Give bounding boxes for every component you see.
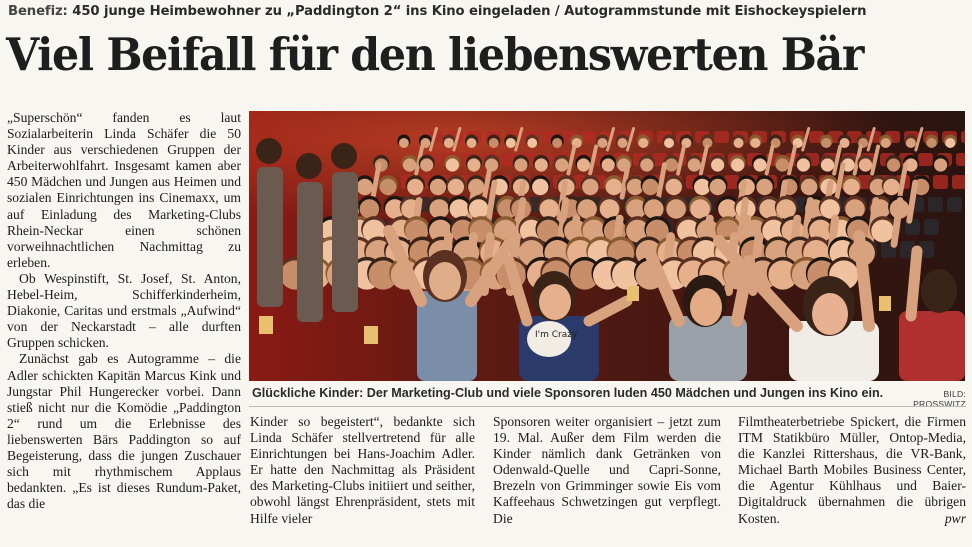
paragraph-3: Zunächst gab es Autogramme – die Adler schickten Kapitän Marcus Kink und Jungstar Phil Hungerecker vorbei. Dann stieß nicht nur die Komödie „Paddington 2“ rund um die Erlebnisse des liebenswerten Bärs Paddington so auf Begeisterung, dass die jungen Zuschauer sich mit rhythmischem Applaus bedankten. „Es ist dieses Rundum-Paket, das die	[7, 351, 241, 512]
caption-divider	[249, 406, 965, 407]
photo-credit: BILD: PROSSWITZ	[913, 389, 966, 409]
article-kicker	[8, 4, 968, 19]
paragraph-2: Ob Wespinstift, St. Josef, St. Anton, Hebel-Heim, Schifferkinderheim, Diakonie, Caritas und erstmals „Aufwind“ von der Neckarstadt – alle durften Gruppen schicken.	[7, 270, 241, 351]
column-4-text	[738, 414, 966, 527]
photo-caption: Glückliche Kinder: Der Marketing-Club und viele Sponsoren luden 450 Mädchen und Jungen ins Kino ein.	[252, 386, 884, 400]
shirt-text: I'm Crazy	[535, 330, 578, 340]
kicker-label: Benefiz:	[8, 4, 68, 19]
author-signature: pwr	[944, 510, 966, 526]
cinema-photo	[249, 111, 965, 381]
column-4-body: Filmtheaterbetriebe Spickert, die Firmen ITM Statikbüro Müller, Ontop-Media, die Kanzlei Rittershaus, die VR-Bank, Michael Barth Mobiles Business Center, die Agentur Kühlhaus und Baier-Digitaldruck übernahmen die übrigen Kosten.	[738, 414, 966, 526]
article-column-4	[738, 414, 966, 544]
article-column-2	[250, 414, 475, 544]
article-headline: Viel Beifall für den liebenswerten Bär	[6, 28, 864, 81]
article-column-1	[7, 110, 241, 542]
cinema-audience-illustration	[249, 111, 965, 381]
article-column-3	[493, 414, 721, 544]
paragraph-1: „Superschön“ fanden es laut Sozialarbeiterin Linda Schäfer die 50 Kinder aus verschiedenen Gruppen der Arbeiterwohlfahrt. Insgesamt kamen aber 450 Mädchen und Jungen aus Heimen und sozialen Einrichtungen ins Cinemaxx, um auf Einladung des Marketing-Clubs Rhein-Neckar einen schönen vorweihnachtlichen Nachmittag zu erleben.	[7, 110, 241, 270]
column-2-text: Kinder so begeistert“, bedankte sich Linda Schäfer stellvertretend für alle Einrichtungen bei Hans-Joachim Adler. Er hatte den Nachmittag als Präsident des Marketing-Clubs initiiert und seither, obwohl längst Ehrenpräsident, stets mit Hilfe vieler	[250, 414, 475, 526]
kicker-text: 450 junge Heimbewohner zu „Paddington 2“ ins Kino eingeladen / Autogrammstunde mit Eishockeyspielern	[72, 4, 867, 19]
column-3-text: Sponsoren weiter organisiert – jetzt zum 19. Mal. Außer dem Film werden die Kinder nämlich dank Getränken von Odenwald-Quelle und Capri-Sonne, Brezeln von Grimminger sowie Eis vom Kaffeehaus Schwetzingen gut verpflegt. Die	[493, 414, 721, 526]
